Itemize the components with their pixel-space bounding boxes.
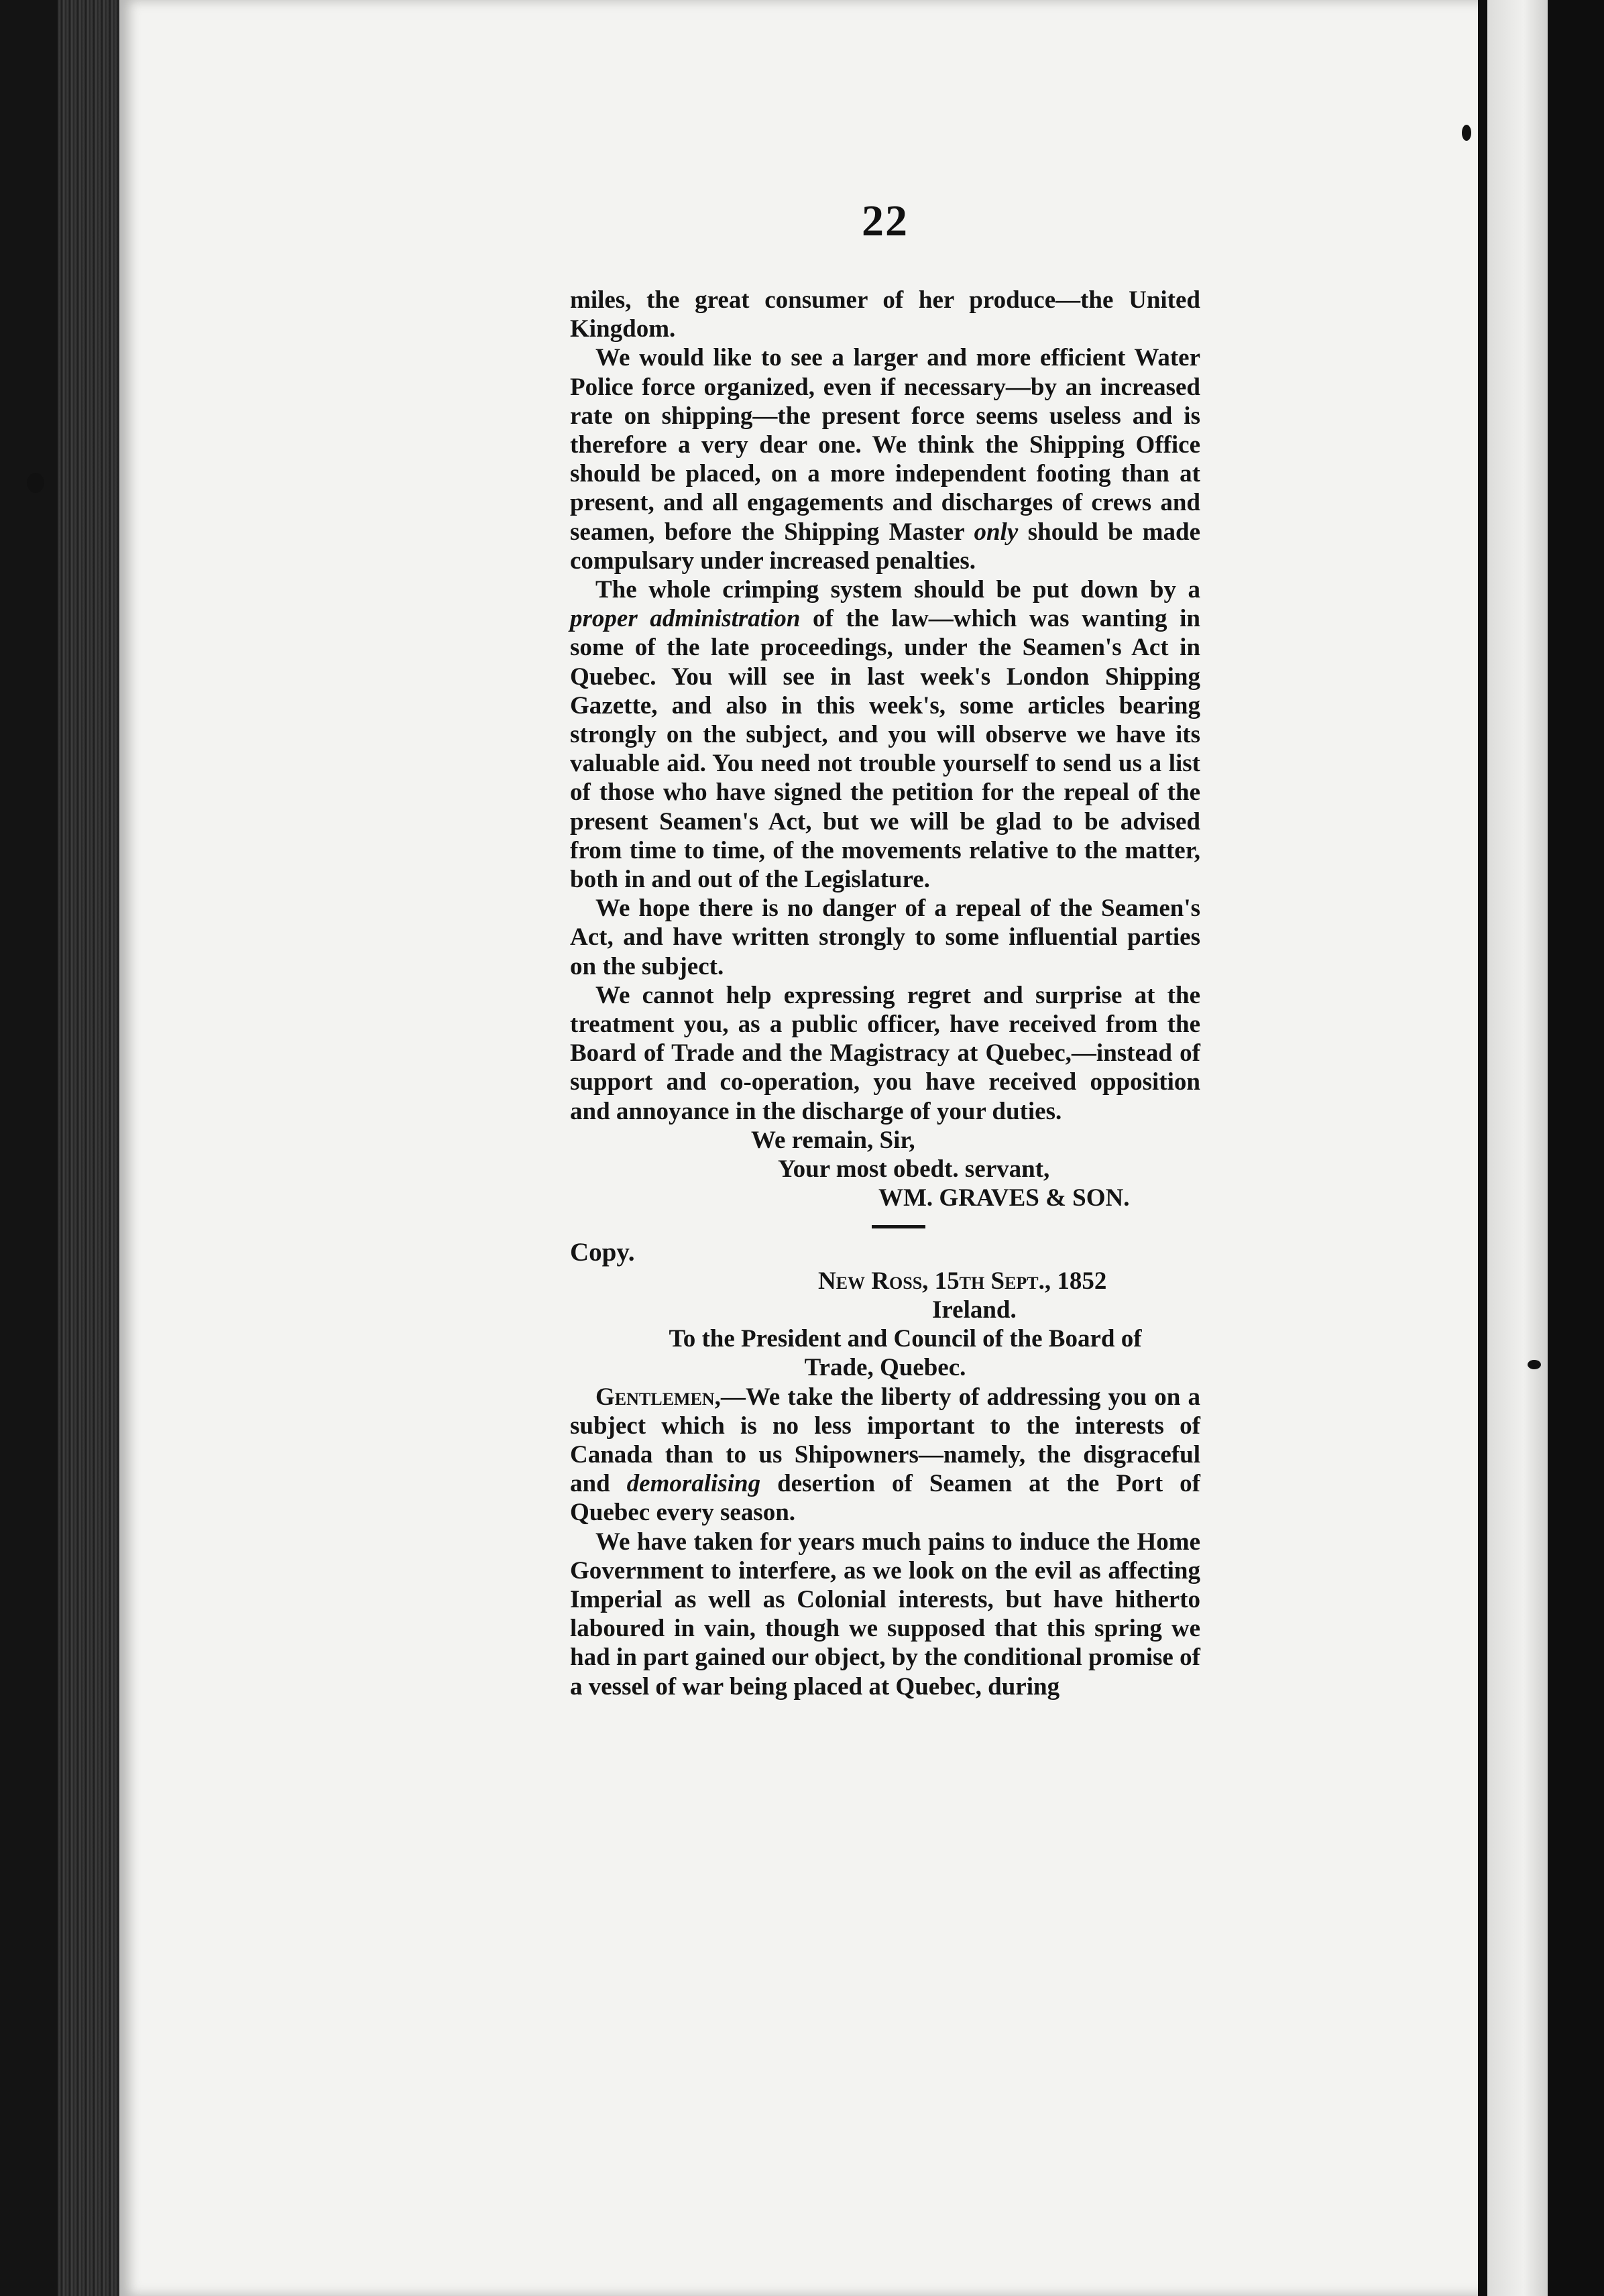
section-rule xyxy=(872,1225,925,1228)
closing-line: Your most obedt. servant, xyxy=(778,1155,1050,1184)
ink-speck xyxy=(1462,125,1471,141)
text-run: —We take the liberty of addressing you on a subject which is no less important to the interests of Canada than to us Shipowners—namely, the disgraceful and xyxy=(570,1383,1200,1498)
signature: WM. GRAVES & SON. xyxy=(878,1184,1130,1212)
text-run: of the law—which was wanting in some of the late proceedings, under the Seamen's Act in Quebec. You will see in last week's London Shipping Gazette, and also in this week's, some articles bearing strongly on the subject, and you will observe we have its valuable aid. You need not trouble yourself to send us a list of those who have signed the petition for the repeal of the present Seamen's Act, but we will be glad to be advised from time to time, of the movements relative to the matter, both in and out of the Legislature. xyxy=(570,605,1200,894)
page-number: 22 xyxy=(862,196,909,245)
text-run: should be made compulsary under increased penalties. xyxy=(570,518,1200,575)
italic-text: demoralising xyxy=(626,1470,761,1498)
paragraph xyxy=(570,1383,1200,1528)
ink-speck xyxy=(1528,1360,1541,1369)
copy-label: Copy. xyxy=(570,1237,635,1267)
paragraph: miles, the great consumer of her produce—the United Kingdom. xyxy=(570,286,1200,343)
text-run: The whole crimping system should be put down by a xyxy=(595,576,1200,604)
place-line: Ireland. xyxy=(932,1296,1017,1324)
dateline xyxy=(570,1267,1200,1296)
salutation: Gentlemen, xyxy=(595,1383,721,1411)
text-run: We would like to see a larger and more efficient Water Police force organized, even if necessary—by an increased rate on shipping—the present force seems useless and is therefore a very dear one. We think the Shipping Office should be placed, on a more independent footing than at present, and all engagements and discharges of crews and seamen, before the Shipping Master xyxy=(570,344,1200,546)
paragraph: We cannot help expressing regret and surprise at the treatment you, as a public officer, have received from the Board of Trade and the Magistracy at Quebec,—instead of support and co-operation, you have received opposition and annoyance in the discharge of your duties. xyxy=(570,981,1200,1125)
paragraph: We hope there is no danger of a repeal of the Seamen's Act, and have written strongly to some influential parties on the subject. xyxy=(570,895,1200,980)
page-body-text xyxy=(570,286,1200,1701)
closing-line: We remain, Sir, xyxy=(751,1126,915,1154)
paragraph xyxy=(570,575,1200,894)
addressee: Trade, Quebec. xyxy=(804,1354,966,1382)
addressee: To the President and Council of the Board of xyxy=(669,1325,1142,1353)
italic-text: proper administration xyxy=(570,605,801,633)
text-run: desertion of Seamen at the Port of Quebec every season. xyxy=(570,1470,1201,1527)
italic-text: only xyxy=(974,518,1019,546)
paragraph: We have taken for years much pains to induce the Home Government to interfere, as we look on the evil as affecting Imperial as well as Colonial interests, but have hitherto laboured in vain, though we supposed that this spring we had in part gained our object, by the conditional promise of a vessel of war being placed at Quebec, during xyxy=(570,1528,1200,1701)
dateline-text: New Ross, 15th Sept., 1852 xyxy=(818,1267,1107,1295)
facing-page-edge xyxy=(1487,0,1548,2296)
paragraph xyxy=(570,343,1200,575)
ink-speck xyxy=(27,473,44,493)
